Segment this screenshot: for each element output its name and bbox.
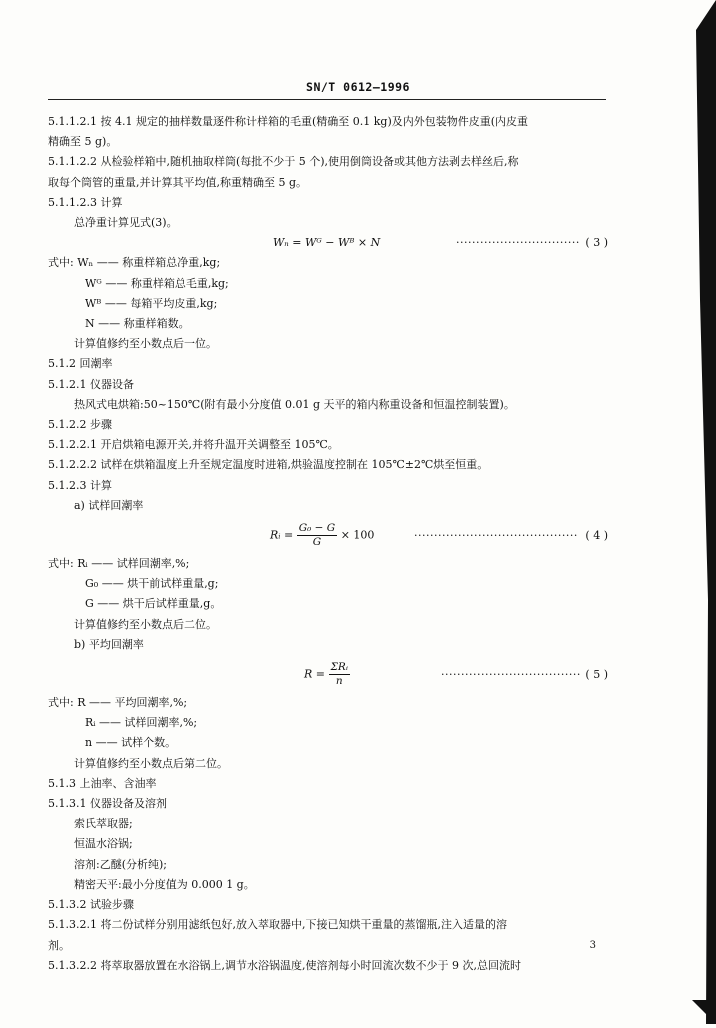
eq4-def-ri: 式中: Rᵢ —— 试样回潮率,%; [48, 557, 190, 571]
eq3-def-n: N —— 称重样箱数。 [85, 317, 190, 331]
clause-5-1-1-2-1: 5.1.1.2.1 按 4.1 规定的抽样数量逐件称计样箱的毛重(精确至 0.1 kg)及内外包装物件皮重(内皮重 [48, 115, 529, 128]
clause-5-1-2-3: 5.1.2.3 计算 [48, 478, 112, 492]
clause-5-1-1-2-1-cont: 精确至 5 g)。 [48, 135, 118, 149]
eq3-def-wb: Wᴮ —— 每箱平均皮重,kg; [85, 296, 218, 310]
equation-5-fraction [329, 661, 350, 688]
clause-5-1-2-2-1: 5.1.2.2.1 开启烘箱电源开关,并将升温开关调整至 105℃。 [48, 438, 339, 452]
equation-5-numerator: ΣRᵢ [330, 661, 348, 674]
clause-5-1-1-2-2: 5.1.1.2.2 从检验样箱中,随机抽取样筒(每批不少于 5 个),使用倒筒设备或其他方法剥去样丝后,称 [48, 155, 519, 169]
equation-3-expr: Wₙ = Wᴳ − Wᴮ × N [273, 236, 381, 250]
eq3-def-wn: 式中: Wₙ —— 称重样箱总净重,kg; [48, 256, 221, 270]
clause-5-1-1-2-3: 5.1.1.2.3 计算 [48, 195, 123, 209]
clause-5-1-3-2: 5.1.3.2 试验步骤 [48, 898, 134, 912]
equation-4-expr [270, 522, 374, 549]
binding-edge [686, 0, 716, 1024]
item-a-heading: a) 试样回潮率 [74, 498, 144, 512]
leader-dots: ········································· [414, 529, 578, 543]
clause-5-1-3-1: 5.1.3.1 仪器设备及溶剂 [48, 797, 167, 811]
clause-5-1-3: 5.1.3 上油率、含油率 [48, 776, 157, 790]
clause-5-1-2-1: 5.1.2.1 仪器设备 [48, 377, 134, 391]
equation-5-denominator: n [335, 675, 343, 688]
leader-dots: ······························· [456, 236, 580, 250]
equipment-balance: 精密天平:最小分度值为 0.000 1 g。 [74, 877, 255, 891]
eq4-rounding-note: 计算值修约至小数点后二位。 [74, 617, 217, 631]
clause-5-1-3-2-1-cont: 剂。 [48, 938, 70, 952]
equipment-water-bath: 恒温水浴锅; [74, 837, 133, 851]
clause-5-1-2: 5.1.2 回潮率 [48, 357, 113, 371]
equation-3-number: ( 3 ) [585, 236, 608, 250]
equipment-solvent: 溶剂:乙醚(分析纯); [74, 857, 167, 871]
eq3-def-wg: Wᴳ —— 称重样箱总毛重,kg; [85, 276, 229, 290]
equation-4-fraction [297, 522, 337, 549]
equation-4-lhs: Rᵢ = [270, 528, 294, 542]
eq4-def-g: G —— 烘干后试样重量,g。 [85, 597, 222, 611]
clause-5-1-3-2-1: 5.1.3.2.1 将二份试样分别用滤纸包好,放入萃取器中,下接已知烘干重量的蒸馏瓶,注入适量的溶 [48, 918, 507, 932]
equation-5 [48, 655, 608, 693]
equation-5-lhs: R = [304, 667, 325, 681]
leader-dots: ··································· [441, 668, 581, 682]
equation-4-denominator: G [312, 536, 322, 549]
clause-5-1-3-2-2: 5.1.3.2.2 将萃取器放置在水浴锅上,调节水浴锅温度,使溶剂每小时回流次数不少于 9 次,总回流时 [48, 958, 521, 972]
oven-spec: 热风式电烘箱:50~150℃(附有最小分度值 0.01 g 天平的箱内称重设备和恒温控制装置)。 [74, 397, 515, 411]
eq5-def-r: 式中: R —— 平均回潮率,%; [48, 696, 188, 710]
eq4-def-g0: G₀ —— 烘干前试样重量,g; [85, 577, 219, 591]
equation-4 [48, 516, 608, 554]
header-rule [48, 99, 606, 100]
eq3-rounding-note: 计算值修约至小数点后一位。 [74, 337, 217, 351]
equipment-soxhlet: 索氏萃取器; [74, 817, 133, 831]
item-b-heading: b) 平均回潮率 [74, 637, 144, 651]
equation-4-numerator: G₀ − G [298, 522, 336, 535]
eq5-def-ri: Rᵢ —— 试样回潮率,%; [85, 716, 198, 730]
standard-header: SN/T 0612—1996 [306, 80, 410, 94]
equation-4-rhs: × 100 [340, 528, 375, 542]
clause-5-1-1-2-2-cont: 取每个筒管的重量,并计算其平均值,称重精确至 5 g。 [48, 175, 308, 189]
eq3-intro: 总净重计算见式(3)。 [74, 216, 178, 230]
clause-5-1-2-2: 5.1.2.2 步骤 [48, 418, 112, 432]
clause-5-1-2-2-2: 5.1.2.2.2 试样在烘箱温度上升至规定温度时进箱,烘验温度控制在 105℃±2℃烘至恒重。 [48, 458, 489, 472]
page-number: 3 [589, 940, 596, 951]
corner-mark [692, 1000, 708, 1016]
equation-4-number: ( 4 ) [585, 529, 608, 543]
eq5-def-n: n —— 试样个数。 [85, 736, 177, 750]
eq5-rounding-note: 计算值修约至小数点后第二位。 [74, 756, 228, 770]
equation-5-number: ( 5 ) [585, 668, 608, 682]
equation-5-expr [304, 661, 350, 688]
equation-3 [48, 233, 608, 253]
body-text [48, 112, 608, 976]
